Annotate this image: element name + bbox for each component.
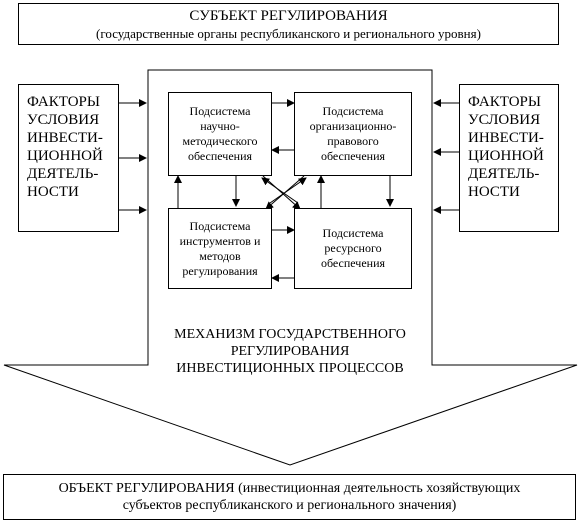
factors-right-line: ЦИОННОЙ xyxy=(468,148,544,164)
subsystem-resource-line: ресурсного xyxy=(324,241,382,255)
subsystem-instruments-line: регулирования xyxy=(182,263,258,278)
factors-left-line: ДЕЯТЕЛЬ- xyxy=(27,166,99,182)
subsystem-instruments-line: методов xyxy=(199,248,241,263)
subsystem-scientific-line: методического xyxy=(182,134,258,148)
subsystem-instruments-line: Подсистема xyxy=(189,218,251,233)
mechanism-line: РЕГУЛИРОВАНИЯ xyxy=(230,344,350,359)
subject-box xyxy=(18,3,559,45)
factors-left-line: ЦИОННОЙ xyxy=(27,148,103,164)
subsystem-resource-box xyxy=(294,208,412,289)
factors-left-line: УСЛОВИЯ xyxy=(27,112,100,128)
factors-right-line: ИНВЕСТИ- xyxy=(468,130,544,146)
mechanism-line: МЕХАНИЗМ ГОСУДАРСТВЕННОГО xyxy=(174,327,406,342)
subsystem-resource-line: Подсистема xyxy=(322,226,384,240)
subsystem-legal-box xyxy=(294,92,412,176)
factors-right-line: НОСТИ xyxy=(468,184,520,200)
factors-left-line: НОСТИ xyxy=(27,184,79,200)
subsystem-scientific-box xyxy=(168,92,272,176)
subsystem-legal-line: организационно- xyxy=(309,119,397,133)
subsystem-scientific-line: обеспечения xyxy=(187,149,253,163)
factors-left-line: ИНВЕСТИ- xyxy=(27,130,103,146)
subsystem-instruments-line: инструментов и xyxy=(179,233,261,248)
subsystem-legal-line: Подсистема xyxy=(322,104,384,118)
object-line-1: ОБЪЕКТ РЕГУЛИРОВАНИЯ (инвестиционная деятельность хозяйствующих xyxy=(58,481,521,496)
factors-right-box xyxy=(459,84,559,232)
subsystem-resource-line: обеспечения xyxy=(320,256,386,270)
factors-left-box xyxy=(18,84,119,232)
factors-right-line: ФАКТОРЫ xyxy=(468,94,541,110)
subsystem-legal-line: правового xyxy=(327,134,379,148)
subsystem-scientific-line: научно- xyxy=(200,119,240,133)
subject-title: СУБЪЕКТ РЕГУЛИРОВАНИЯ xyxy=(189,7,388,24)
mechanism-label xyxy=(148,326,432,377)
subsystem-scientific-line: Подсистема xyxy=(189,104,251,118)
subsystem-legal-line: обеспечения xyxy=(320,149,386,163)
subject-subtitle: (государственные органы республиканского и регионального уровня) xyxy=(96,25,481,41)
factors-right-line: УСЛОВИЯ xyxy=(468,112,541,128)
mechanism-line: ИНВЕСТИЦИОННЫХ ПРОЦЕССОВ xyxy=(176,361,404,376)
object-line-2: субъектов республиканского и регионального значения) xyxy=(122,498,457,513)
factors-left-line: ФАКТОРЫ xyxy=(27,94,100,110)
factors-right-line: ДЕЯТЕЛЬ- xyxy=(468,166,540,182)
object-box xyxy=(3,474,576,520)
subsystem-instruments-box xyxy=(168,208,272,289)
